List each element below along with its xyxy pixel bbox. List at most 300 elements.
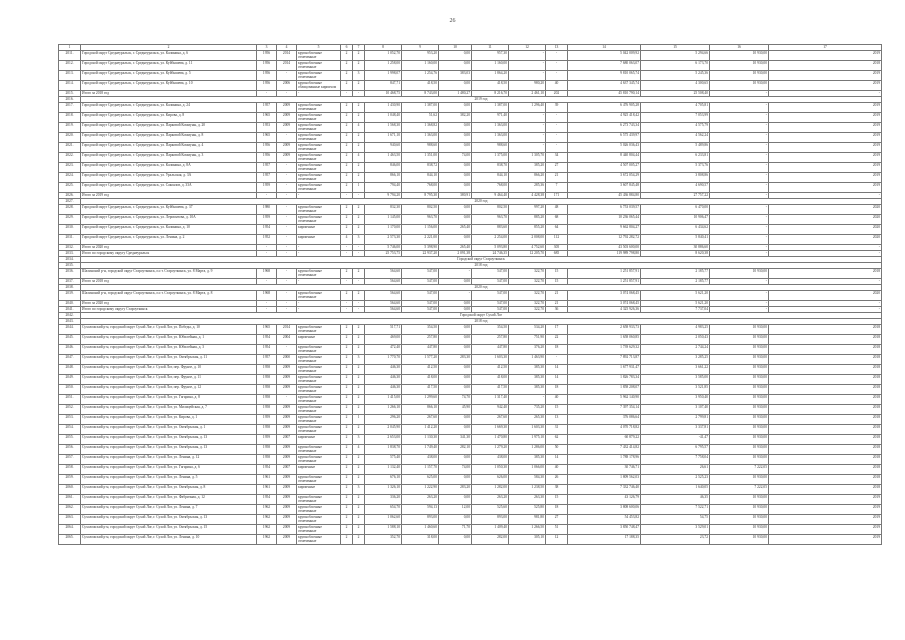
table-cell: 18 [546, 345, 568, 355]
table-cell: 2030. [59, 225, 81, 235]
table-cell: 2014 [277, 51, 297, 61]
table-cell: - [277, 251, 297, 257]
table-cell: 8 620,38 [641, 251, 710, 257]
table-cell: 46,35 [641, 495, 710, 505]
table-cell: крупноблочные отмеченные [297, 173, 341, 183]
table-cell: - [297, 301, 341, 307]
table-cell: 1962 [257, 505, 277, 515]
table-cell: 2019 [769, 183, 882, 193]
table-cell: 525,60 [472, 505, 509, 515]
table-cell: 1 132,40 [365, 465, 402, 475]
table-cell: крупноблочные отмеченные [297, 61, 341, 71]
table-cell: крупноблочные отмеченные [297, 153, 341, 163]
table-cell: - [257, 307, 277, 313]
table-cell: 1 463,50 [365, 153, 402, 163]
table-cell: 14 [546, 455, 568, 465]
table-cell: - [546, 123, 568, 133]
table-cell: 3 074 068,45 [568, 301, 641, 307]
table-cell: 10 930,00 [710, 61, 769, 71]
table-cell: - [710, 251, 769, 257]
table-cell: 2028. [59, 205, 81, 215]
table-cell: 305,10 [509, 535, 546, 545]
table-cell: - [710, 245, 769, 251]
table-cell: 1 130,30 [402, 435, 439, 445]
table-cell: 257,80 [472, 335, 509, 345]
table-cell: - [277, 215, 297, 225]
table-cell: 12 205,70 [509, 251, 546, 257]
table-cell: 1957 [257, 355, 277, 365]
table-cell: 2009 [277, 103, 297, 113]
table-cell: 2 [341, 103, 353, 113]
table-cell: 2 525,23 [641, 475, 710, 485]
table-cell: 2019 [769, 113, 882, 123]
table-cell: 12,00 [439, 505, 472, 515]
table-cell: 2018. [59, 113, 81, 123]
table-cell: Городской округ Среднеуральск, г. Среднеуральск, ул. Куйбышева, д. 11 [81, 61, 257, 71]
table-cell: 2051. [59, 395, 81, 405]
table-cell: - [277, 133, 297, 143]
table-cell: 2 [353, 215, 365, 225]
table-cell: 10 236 065,44 [568, 215, 641, 225]
table-cell: 2 [341, 375, 353, 385]
table-cell: 1959 [257, 183, 277, 193]
table-cell: 838,72 [402, 163, 439, 173]
table-cell: 584,30 [509, 475, 546, 485]
column-number-cell: 3 [257, 45, 277, 51]
table-cell: 2019 [769, 103, 882, 113]
table-cell: 4 [353, 445, 365, 455]
table-cell: Итого по городскому округу Староуткинск [81, 307, 257, 313]
table-cell: Сухоложский р-н, городской округ Сухой Лог, г. Сухой Лог, ул. Фабричная, д. 12 [81, 495, 257, 505]
table-cell: 6 233,81 [641, 153, 710, 163]
table-cell: 1980 [257, 205, 277, 215]
table-cell: 2019 [769, 133, 882, 143]
table-cell: 963,70 [402, 215, 439, 225]
table-cell: 21 [546, 173, 568, 183]
table-cell: 2 [353, 395, 365, 405]
table-cell: 547,00 [402, 279, 439, 285]
table-row [59, 355, 882, 365]
table-cell: 119 989 798,80 [568, 251, 641, 257]
table-cell: 1965 [257, 113, 277, 123]
table-row [59, 215, 882, 225]
table-cell: Сухоложский р-н, городской округ Сухой Лог, г. Сухой Лог, ул. Победы, д. 10 [81, 325, 257, 335]
table-cell: 282,10 [439, 445, 472, 455]
table-cell: 10 930,00 [710, 81, 769, 91]
table-cell: 2 [341, 385, 353, 395]
table-cell: 2 [341, 113, 353, 123]
table-cell: 866,20 [509, 173, 546, 183]
table-cell: 2015. [59, 91, 81, 97]
table-row [59, 269, 882, 279]
table-cell: 1 050,30 [472, 465, 509, 475]
table-cell: - [710, 143, 769, 153]
table-cell: 2019 [769, 495, 882, 505]
table-cell: 322,70 [509, 301, 546, 307]
table-cell: 10 930,00 [710, 475, 769, 485]
table-row [59, 235, 882, 245]
table-row [59, 51, 882, 61]
table-cell: 0,00 [439, 235, 472, 245]
table-cell: 1 568,30 [365, 123, 402, 133]
table-cell: 1953 [257, 123, 277, 133]
table-cell: крупноблочные облицованные кирпичом [297, 81, 341, 91]
table-cell: 2 [353, 269, 365, 279]
table-row [59, 515, 882, 525]
table-cell: 1962 [257, 525, 277, 535]
table-cell: Городской округ Среднеуральск, г. Среднеуральск, ул. Куйбышева, д. 10 [81, 81, 257, 91]
table-cell: 2040. [59, 301, 81, 307]
table-cell: Сухоложский р-н, городской округ Сухой Лог, г. Сухой Лог, пер. Фрунзе, д. 10 [81, 365, 257, 375]
table-cell: 283,20 [439, 485, 472, 495]
table-cell: 2 [341, 51, 353, 61]
table-cell: 0,00 [439, 173, 472, 183]
table-cell: 0,00 [439, 215, 472, 225]
table-cell: 71,70 [439, 525, 472, 535]
table-row [59, 103, 882, 113]
table-cell: 2 [341, 291, 353, 301]
table-cell: 564,60 [365, 279, 402, 285]
table-cell: 285,36 [509, 183, 546, 193]
table-cell: 2 [353, 345, 365, 355]
table-cell: - [277, 91, 297, 97]
table-cell: 1956 [257, 153, 277, 163]
table-cell: 1958 [257, 445, 277, 455]
table-cell: 2019 [769, 515, 882, 525]
table-cell: 2018 [769, 325, 882, 335]
table-cell: 2041. [59, 307, 81, 313]
table-cell: 3 529,01 [641, 525, 710, 535]
table-cell: 0,00 [439, 163, 472, 173]
table-cell: 50 [546, 445, 568, 455]
table-cell: 981,80 [509, 515, 546, 525]
table-cell: 1959 [257, 215, 277, 225]
table-cell: 3 [353, 355, 365, 365]
row-number-cell: 2038. [59, 285, 81, 291]
table-cell: - [297, 279, 341, 285]
table-cell: Городской округ Среднеуральск, г. Среднеуральск, ул. Лермонтова, д. 10А [81, 215, 257, 225]
table-cell: 15 [546, 405, 568, 415]
table-cell: 1 788 178,96 [568, 455, 641, 465]
table-cell: 10 468,75 [365, 91, 402, 97]
table-cell: 1 749,40 [402, 445, 439, 455]
table-cell: - [277, 225, 297, 235]
table-cell: 10 930,00 [710, 355, 769, 365]
table-cell: 1 305,70 [509, 153, 546, 163]
column-number-cell: 5 [297, 45, 341, 51]
table-cell: 4 690,57 [641, 183, 710, 193]
table-cell: крупноблочные отмеченные [297, 215, 341, 225]
table-cell: 1958 [257, 365, 277, 375]
table-cell: - [710, 153, 769, 163]
table-cell: крупноблочные отмеченные [297, 365, 341, 375]
table-cell: - [710, 307, 769, 313]
table-cell: 472,40 [365, 345, 402, 355]
table-cell: 418,00 [472, 375, 509, 385]
table-cell: 2 799,81 [641, 415, 710, 425]
table-cell: 2 [341, 355, 353, 365]
table-cell: 1962 [257, 535, 277, 545]
table-cell: 25 753,75 [365, 251, 402, 257]
table-cell: 2014 [277, 325, 297, 335]
table-cell: 263,20 [472, 495, 509, 505]
table-cell: 5 042 009,92 [568, 51, 641, 61]
table-cell: 36 [546, 307, 568, 313]
table-cell: 2031. [59, 235, 81, 245]
table-cell: 1 409,40 [472, 525, 509, 535]
table-cell: 2 [353, 291, 365, 301]
table-cell: Городской округ Среднеуральск, г. Среднеуральск, ул. Калинина, д. 10 [81, 225, 257, 235]
table-row [59, 435, 882, 445]
table-cell: 382,20 [439, 113, 472, 123]
table-cell: 322,70 [509, 269, 546, 279]
table-cell: 0,00 [439, 415, 472, 425]
table-cell: 2009 [277, 113, 297, 123]
table-cell: 2065. [59, 535, 81, 545]
table-cell: 2 [341, 495, 353, 505]
table-cell: 1 430,90 [365, 103, 402, 113]
table-cell: 6 470,00 [641, 205, 710, 215]
table-cell: 2007 [277, 465, 297, 475]
table-cell: 2 [341, 133, 353, 143]
table-cell: Сухоложский р-н, городской округ Сухой Лог, г. Сухой Лог, ул. Ленина, д. 10 [81, 535, 257, 545]
table-cell: 2 [341, 365, 353, 375]
table-cell: 2 [353, 103, 365, 113]
table-cell: 1 739 629,32 [568, 345, 641, 355]
table-cell: 54 453,82 [568, 515, 641, 525]
table-cell: 1 577,20 [402, 355, 439, 365]
table-cell: 2023. [59, 163, 81, 173]
table-cell: 2 [353, 205, 365, 215]
table-cell: 3 [353, 485, 365, 495]
table-cell: 26,61 [641, 465, 710, 475]
table-cell: 2 [341, 335, 353, 345]
table-cell: 1954 [257, 225, 277, 235]
table-cell: 2019 [769, 535, 882, 545]
table-cell: 5 245,36 [641, 71, 710, 81]
table-cell: 24 746,35 [472, 251, 509, 257]
table-cell: 0,00 [439, 81, 472, 91]
table-cell: 2009 [277, 505, 297, 515]
table-cell: 2 [341, 225, 353, 235]
table-cell: 2009 [277, 445, 297, 455]
table-cell: 2007 [277, 435, 297, 445]
table-cell: 1 603,30 [509, 425, 546, 435]
table-cell: крупноблочные отмеченные [297, 525, 341, 535]
table-cell: 10 930,00 [710, 385, 769, 395]
table-cell: 2 [353, 81, 365, 91]
table-cell: 2 [353, 365, 365, 375]
table-row [59, 291, 882, 301]
table-cell: 354,50 [402, 325, 439, 335]
table-cell: - [353, 307, 365, 313]
table-cell: 10 930,00 [710, 495, 769, 505]
table-cell: - [509, 395, 546, 405]
table-cell: 2020 [769, 205, 882, 215]
table-cell: 202 [546, 91, 568, 97]
table-cell: 7 680 063,07 [568, 61, 641, 71]
table-cell: крупноблочные отмеченные [297, 183, 341, 193]
table-cell: 0,00 [439, 535, 472, 545]
table-cell: 768,00 [472, 183, 509, 193]
table-cell: 3 [353, 71, 365, 81]
table-cell: 2049. [59, 375, 81, 385]
table-cell: 43 126,79 [568, 495, 641, 505]
table-cell: 2048. [59, 365, 81, 375]
table-cell: 10 930,00 [710, 515, 769, 525]
table-cell: 2 [341, 505, 353, 515]
table-cell: - [277, 269, 297, 279]
table-cell: 1 282,00 [472, 485, 509, 495]
table-cell: 802,50 [472, 205, 509, 215]
table-cell: 997,20 [509, 205, 546, 215]
table-cell: 2009 [277, 405, 297, 415]
table-cell: крупноблочные отмеченные [297, 505, 341, 515]
table-cell: 2 [341, 415, 353, 425]
table-cell: 305 [546, 245, 568, 251]
row-number-cell: 2027. [59, 199, 81, 205]
table-cell: - [257, 301, 277, 307]
table-cell: - [710, 279, 769, 285]
table-cell: - [257, 193, 277, 199]
table-cell: 12 792 282,72 [568, 235, 641, 245]
table-cell: 654,70 [365, 505, 402, 515]
table-cell: 1 266,10 [365, 405, 402, 415]
table-cell: 988,60 [472, 143, 509, 153]
table-cell: 838,70 [472, 163, 509, 173]
table-cell: 1 588,10 [365, 525, 402, 535]
table-cell: 45 436 884,80 [568, 193, 641, 199]
table-cell: 14 [546, 375, 568, 385]
table-cell: 1 677 931,47 [568, 365, 641, 375]
table-row [59, 113, 882, 123]
table-cell: 4 637 345,74 [568, 81, 641, 91]
table-cell: Сухоложский р-н, городской округ Сухой Лог, г. Сухой Лог, ул. Октябрьская, д. 13 [81, 445, 257, 455]
table-cell: 1958 [257, 385, 277, 395]
table-cell: Городской округ Среднеуральск, г. Среднеуральск, ул. Уральская, д. 3А [81, 173, 257, 183]
table-cell: 5 962 140,90 [568, 395, 641, 405]
table-row [59, 81, 882, 91]
table-cell: 1 066,00 [509, 465, 546, 475]
table-cell: - [353, 245, 365, 251]
table-cell: 23,72 [641, 535, 710, 545]
table-cell: 5 621,20 [641, 291, 710, 301]
table-row [59, 365, 882, 375]
table-cell: Итого по городскому округу Среднеуральск [81, 251, 257, 257]
table-cell: 34 [546, 153, 568, 163]
table-cell: 0,00 [439, 103, 472, 113]
table-cell: 22 937,20 [402, 251, 439, 257]
table-cell: 832,30 [365, 205, 402, 215]
table-cell: 2 [353, 51, 365, 61]
table-cell: 2046. [59, 345, 81, 355]
section-title-cell: 2018 год [81, 319, 882, 325]
table-cell: 2 [341, 215, 353, 225]
table-cell: 4 [353, 153, 365, 163]
table-cell: 1 157,70 [402, 465, 439, 475]
table-cell: 2019 [769, 123, 882, 133]
table-cell: 1954 [257, 495, 277, 505]
table-cell: 2 [341, 405, 353, 415]
table-cell: 5 294,66 [641, 51, 710, 61]
table-cell: 2 [353, 515, 365, 525]
table-cell: Городской округ Среднеуральск, г. Среднеуральск, ул. Куйбышева, д. 5 [81, 71, 257, 81]
table-cell: - [509, 123, 546, 133]
table-cell: - [710, 123, 769, 133]
table-cell: 6 575 439,97 [568, 133, 641, 143]
table-cell: Сухоложский р-н, городской округ Сухой Лог, г. Сухой Лог, пер. Фрунзе, д. 12 [81, 385, 257, 395]
table-cell: - [769, 91, 882, 97]
table-cell: 2 [353, 405, 365, 415]
table-cell: кирпичные [297, 235, 341, 245]
table-cell: Итого за 2018 год [81, 91, 257, 97]
table-row [59, 395, 882, 405]
table-cell: 2 [353, 133, 365, 143]
table-cell: 2018 [769, 465, 882, 475]
table-cell: 3 [353, 235, 365, 245]
table-cell: 1 375,00 [472, 153, 509, 163]
table-cell: 2 [353, 335, 365, 345]
table-cell: 1956 [257, 71, 277, 81]
row-number-cell: 2042. [59, 313, 81, 319]
table-cell: крупноблочные отмеченные [297, 405, 341, 415]
table-cell: 8 440 804,44 [568, 153, 641, 163]
table-cell: 2019 [769, 153, 882, 163]
table-cell: Городской округ Среднеуральск, г. Среднеуральск, ул. Кирова, д. 8 [81, 113, 257, 123]
table-cell: 322,70 [509, 291, 546, 301]
table-cell: 263,30 [509, 495, 546, 505]
table-cell: 263,20 [402, 495, 439, 505]
table-cell: - [277, 183, 297, 193]
table-cell: 6 795,57 [641, 445, 710, 455]
column-number-cell: 15 [641, 45, 710, 51]
table-cell: - [297, 91, 341, 97]
table-cell: 446,30 [365, 385, 402, 395]
table-cell: - [257, 251, 277, 257]
table-cell: - [546, 71, 568, 81]
table-cell: 4 925 418,42 [568, 113, 641, 123]
table-cell: - [257, 91, 277, 97]
table-cell: крупноблочные отмеченные [297, 205, 341, 215]
table-cell: 2 [353, 505, 365, 515]
table-cell: - [341, 279, 353, 285]
table-cell: 676,10 [365, 475, 402, 485]
table-cell: 794,40 [365, 183, 402, 193]
table-row [59, 173, 882, 183]
table-row [59, 475, 882, 485]
table-cell: Сухоложский р-н, городской округ Сухой Лог, г. Сухой Лог, ул. Октябрьская, д. 13 [81, 435, 257, 445]
table-cell: 2018 [769, 405, 882, 415]
table-cell: 5 026 036,43 [568, 143, 641, 153]
table-cell: 0,00 [439, 51, 472, 61]
table-cell: 2 [353, 325, 365, 335]
table-cell: 1956 [257, 143, 277, 153]
table-cell: 418,00 [402, 375, 439, 385]
table-cell: 10 930,00 [710, 435, 769, 445]
table-cell: 802,50 [402, 205, 439, 215]
table-cell: 2009 [277, 515, 297, 525]
table-cell: - [710, 163, 769, 173]
table-cell: - [277, 395, 297, 405]
table-cell: 1 480,27 [439, 91, 472, 97]
table-cell: 3 672 054,29 [568, 173, 641, 183]
table-cell: 10 930,00 [710, 325, 769, 335]
table-cell: 5 398,90 [402, 245, 439, 251]
table-cell: 5 373,76 [641, 163, 710, 173]
table-cell: 385,30 [509, 365, 546, 375]
table-cell: крупноблочные отмеченные [297, 133, 341, 143]
table-cell: 12 [546, 535, 568, 545]
